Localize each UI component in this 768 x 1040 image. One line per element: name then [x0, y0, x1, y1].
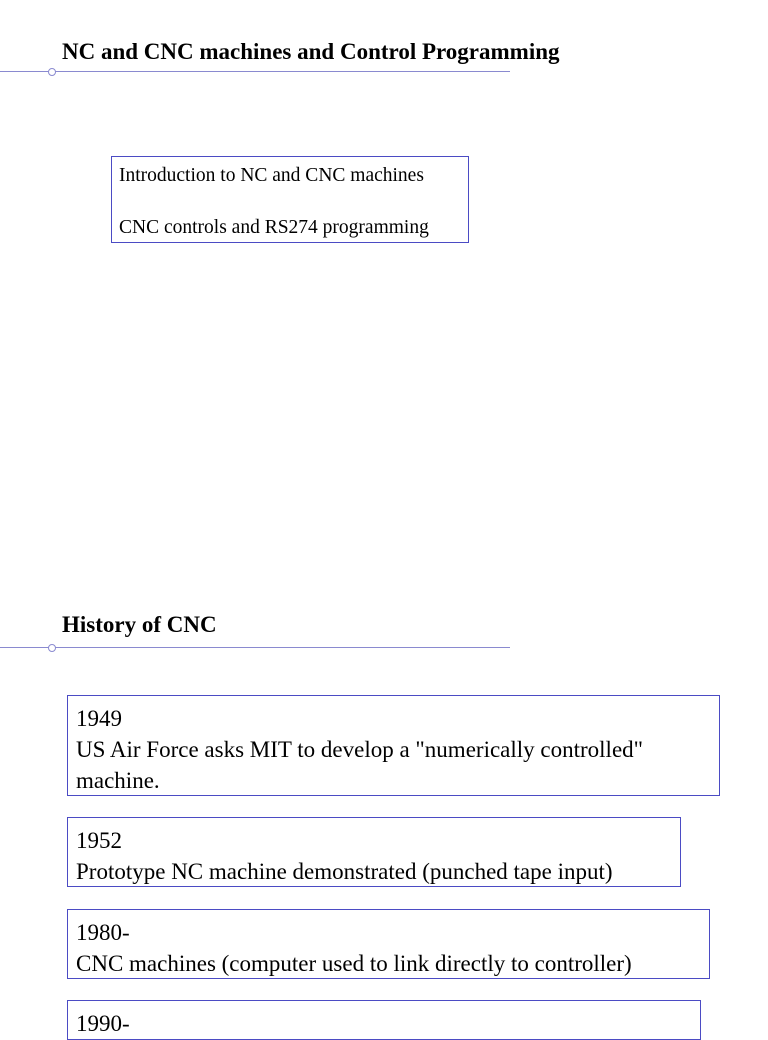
- divider-knob-icon: [48, 68, 56, 76]
- slide-1-title: NC and CNC machines and Control Programming: [62, 39, 560, 64]
- event-year: 1980-: [76, 920, 130, 945]
- history-event-box: [67, 695, 720, 796]
- event-year: 1949: [76, 706, 122, 731]
- outline-box: [111, 156, 469, 243]
- title-divider: [0, 645, 512, 651]
- event-year: 1990-: [76, 1011, 130, 1036]
- divider-knob-icon: [48, 644, 56, 652]
- event-description: Prototype NC machine demonstrated (punched tape input): [76, 859, 613, 884]
- slide-2-title: History of CNC: [62, 612, 217, 637]
- event-year: 1952: [76, 828, 122, 853]
- history-event-box: [67, 909, 710, 979]
- outline-item: CNC controls and RS274 programming: [119, 217, 429, 238]
- outline-item: Introduction to NC and CNC machines: [119, 165, 424, 186]
- history-event-box: [67, 1000, 701, 1040]
- event-description: CNC machines (computer used to link directly to controller): [76, 951, 632, 976]
- title-divider: [0, 69, 512, 75]
- history-event-box: [67, 817, 681, 887]
- event-description: US Air Force asks MIT to develop a "numerically controlled" machine.: [76, 737, 644, 793]
